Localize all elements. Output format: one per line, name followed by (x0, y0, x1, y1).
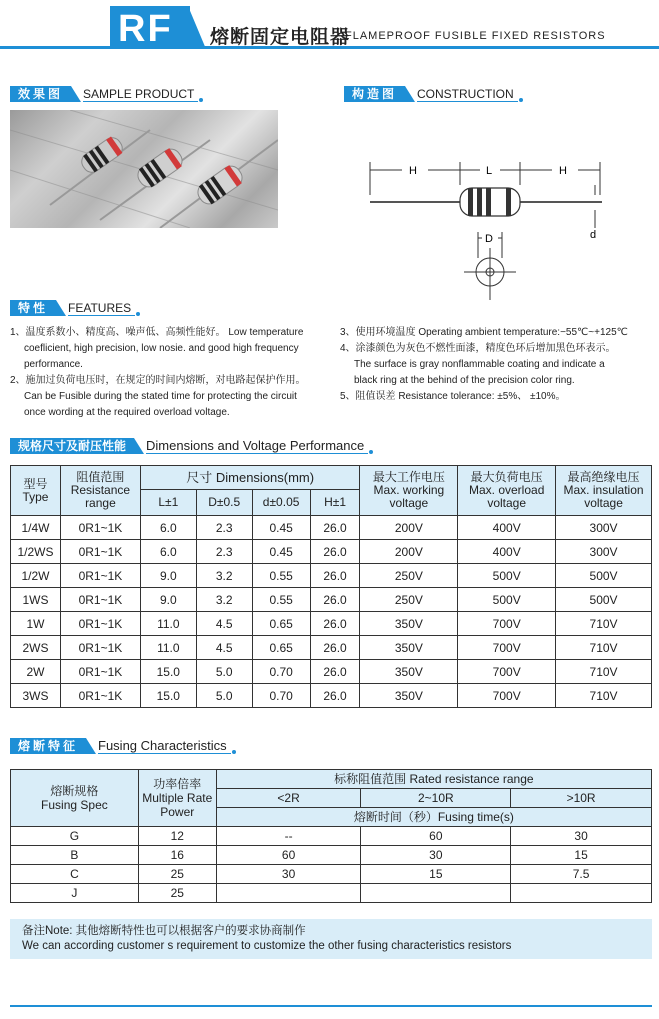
feature-line: 2、施加过负荷电压时，在规定的时间内熔断，对电路起保护作用。 (10, 375, 306, 386)
section-construction (344, 86, 523, 102)
dim-label-h-right: H (559, 165, 567, 177)
feature-line: 3、使用环境温度 Operating ambient temperature:−55℃~+125℃ (340, 327, 628, 338)
table-cell: 16 (138, 846, 216, 865)
note-en: We can according customer s requirement to customize the other fusing characteristics resistors (22, 940, 512, 952)
features-left (10, 325, 335, 421)
table-cell: 5.0 (196, 684, 252, 708)
dim-label-h-left: H (409, 165, 417, 177)
table-cell: 0.45 (252, 540, 310, 564)
table-cell: 26.0 (310, 684, 360, 708)
table-cell: 60 (361, 827, 511, 846)
col-d-body: D±0.5 (196, 490, 252, 516)
table-cell: 500V (458, 588, 556, 612)
table-cell: 0.65 (252, 612, 310, 636)
table-cell: 250V (360, 588, 458, 612)
table-cell: 0.65 (252, 636, 310, 660)
table-cell: 15.0 (140, 660, 196, 684)
table-cell: 710V (556, 636, 652, 660)
col-type: 型号 Type (11, 466, 61, 516)
table-cell: 15 (511, 846, 652, 865)
table-cell: 500V (458, 564, 556, 588)
table-cell: 500V (556, 588, 652, 612)
dimensions-table (10, 465, 652, 708)
feature-line: performance. (24, 359, 83, 370)
table-cell: 26.0 (310, 564, 360, 588)
table-cell (361, 884, 511, 903)
table-cell: 200V (360, 540, 458, 564)
table-cell: 0.70 (252, 660, 310, 684)
table-cell: B (11, 846, 139, 865)
table-cell: 11.0 (140, 612, 196, 636)
section-tag: 构造图 (344, 86, 405, 102)
table-cell: 710V (556, 612, 652, 636)
col-d-lead: d±0.05 (252, 490, 310, 516)
page-header (0, 0, 659, 56)
col-insulation-voltage: 最高绝缘电压 Max. insulation voltage (556, 466, 652, 516)
table-cell: 350V (360, 636, 458, 660)
table-cell (511, 884, 652, 903)
table-cell: 7.5 (511, 865, 652, 884)
table-cell (216, 884, 361, 903)
table-cell: 3.2 (196, 564, 252, 588)
table-cell: 5.0 (196, 660, 252, 684)
table-row (11, 588, 652, 612)
table-row (11, 827, 652, 846)
dim-label-d-lower: d (590, 229, 597, 241)
table-cell: 26.0 (310, 612, 360, 636)
construction-diagram (340, 150, 640, 310)
table-cell: 500V (556, 564, 652, 588)
table-cell: 350V (360, 684, 458, 708)
table-cell: 0.45 (252, 516, 310, 540)
table-cell: 9.0 (140, 588, 196, 612)
section-tag: 特性 (10, 300, 56, 316)
table-cell: 26.0 (310, 636, 360, 660)
table-cell: 0.55 (252, 564, 310, 588)
table-row (11, 660, 652, 684)
table-cell: 26.0 (310, 540, 360, 564)
table-cell: 0R1~1K (60, 636, 140, 660)
table-cell: 0R1~1K (60, 612, 140, 636)
table-cell: 30 (216, 865, 361, 884)
table-row (11, 612, 652, 636)
table-cell: 710V (556, 660, 652, 684)
col-range: 阻值范围 Resistance range (60, 466, 140, 516)
table-cell: 700V (458, 612, 556, 636)
col-h: H±1 (310, 490, 360, 516)
table-cell: 2.3 (196, 516, 252, 540)
table-cell: 2WS (11, 636, 61, 660)
page-title-cn: 熔断固定电阻器 (210, 27, 351, 48)
product-code: RF (118, 8, 173, 50)
table-cell: 1/2W (11, 564, 61, 588)
col-fusing-spec: 熔断规格 Fusing Spec (11, 770, 139, 827)
table-row (11, 884, 652, 903)
table-cell: 25 (138, 865, 216, 884)
col-rate-power: 功率倍率 Multiple Rate Power (138, 770, 216, 827)
table-cell: 1W (11, 612, 61, 636)
table-cell: 200V (360, 516, 458, 540)
table-cell: 700V (458, 636, 556, 660)
section-fusing (10, 738, 236, 754)
col-range-mid: 2~10R (361, 789, 511, 808)
table-cell: 30 (361, 846, 511, 865)
table-cell: 2W (11, 660, 61, 684)
table-cell: 400V (458, 540, 556, 564)
table-cell: 350V (360, 612, 458, 636)
table-row (11, 846, 652, 865)
section-title: Dimensions and Voltage Performance (146, 439, 368, 454)
col-dimensions: 尺寸 Dimensions(mm) (140, 466, 360, 490)
table-cell: 0R1~1K (60, 540, 140, 564)
table-cell: J (11, 884, 139, 903)
feature-line: 4、涂漆颜色为灰色不燃性面漆，精度色环后增加黑色环表示。 (340, 343, 616, 354)
resistor-3 (194, 162, 246, 208)
table-cell: 9.0 (140, 564, 196, 588)
table-cell: 1/2WS (11, 540, 61, 564)
resistor-1 (78, 134, 126, 176)
table-cell: 0R1~1K (60, 516, 140, 540)
table-cell: 710V (556, 684, 652, 708)
section-dimensions (10, 438, 373, 454)
col-range-high: >10R (511, 789, 652, 808)
resistor-2 (134, 145, 186, 191)
table-cell: 2.3 (196, 540, 252, 564)
table-cell: 15.0 (140, 684, 196, 708)
table-cell: 250V (360, 564, 458, 588)
table-cell: 25 (138, 884, 216, 903)
note-box (10, 919, 652, 959)
footer-rule (10, 1005, 652, 1007)
section-title: Fusing Characteristics (98, 739, 231, 754)
table-cell: 1WS (11, 588, 61, 612)
table-cell: 0.70 (252, 684, 310, 708)
table-cell: 26.0 (310, 516, 360, 540)
table-cell: 3.2 (196, 588, 252, 612)
table-row (11, 865, 652, 884)
table-cell: -- (216, 827, 361, 846)
table-cell: 0R1~1K (60, 684, 140, 708)
table-cell: 15 (361, 865, 511, 884)
table-row (11, 636, 652, 660)
table-cell: 700V (458, 660, 556, 684)
section-tag: 熔断特征 (10, 738, 86, 754)
table-cell: 350V (360, 660, 458, 684)
feature-line: 1、温度系数小、精度高、噪声低、高频性能好。 Low temperature (10, 327, 304, 338)
feature-line: black ring at the behind of the precision color ring. (354, 375, 575, 386)
col-overload-voltage: 最大负荷电压 Max. overload voltage (458, 466, 556, 516)
section-features (10, 300, 140, 316)
table-cell: G (11, 827, 139, 846)
feature-line: once wording at the required overload voltage. (24, 407, 230, 418)
table-cell: 12 (138, 827, 216, 846)
sample-product-photo (10, 110, 278, 228)
page-title-en: FLAMEPROOF FUSIBLE FIXED RESISTORS (345, 30, 606, 42)
section-title: CONSTRUCTION (417, 87, 518, 102)
col-l: L±1 (140, 490, 196, 516)
table-cell: 1/4W (11, 516, 61, 540)
table-cell: 60 (216, 846, 361, 865)
table-cell: 30 (511, 827, 652, 846)
table-cell: 4.5 (196, 612, 252, 636)
table-cell: 6.0 (140, 516, 196, 540)
feature-line: The surface is gray nonflammable coating and indicate a (354, 359, 605, 370)
col-work-voltage: 最大工作电压 Max. working voltage (360, 466, 458, 516)
section-title: SAMPLE PRODUCT (83, 87, 198, 102)
table-cell: 0R1~1K (60, 588, 140, 612)
dim-label-d-upper: D (485, 233, 493, 245)
table-cell: 0.55 (252, 588, 310, 612)
table-cell: 300V (556, 540, 652, 564)
table-cell: 26.0 (310, 660, 360, 684)
section-tag: 规格尺寸及耐压性能 (10, 438, 134, 454)
table-cell: 6.0 (140, 540, 196, 564)
feature-line: coeflicient, high precision, low nosie. and good high frequency (24, 343, 299, 354)
section-sample (10, 86, 203, 102)
col-range-low: <2R (216, 789, 361, 808)
table-cell: 26.0 (310, 588, 360, 612)
table-cell: 400V (458, 516, 556, 540)
section-tag: 效果图 (10, 86, 71, 102)
feature-line: Can be Fusible during the stated time for protecting the circuit (24, 391, 297, 402)
note-cn: 备注Note: 其他熔断特性也可以根据客户的要求协商制作 (22, 925, 306, 937)
table-cell: 3WS (11, 684, 61, 708)
table-cell: 700V (458, 684, 556, 708)
table-cell: 0R1~1K (60, 660, 140, 684)
feature-line: 5、阻值误差 Resistance tolerance: ±5%、 ±10%。 (340, 391, 566, 402)
table-cell: 4.5 (196, 636, 252, 660)
col-fusing-time: 熔断时间（秒）Fusing time(s) (216, 808, 651, 827)
dim-label-l: L (486, 165, 493, 177)
table-row (11, 516, 652, 540)
table-row (11, 564, 652, 588)
table-cell: C (11, 865, 139, 884)
section-title: FEATURES (68, 301, 135, 316)
table-cell: 11.0 (140, 636, 196, 660)
table-cell: 300V (556, 516, 652, 540)
features-right (340, 325, 655, 405)
table-row (11, 540, 652, 564)
col-resistance-range: 标称阻值范围 Rated resistance range (216, 770, 651, 789)
table-cell: 0R1~1K (60, 564, 140, 588)
fusing-table (10, 769, 652, 903)
table-row (11, 684, 652, 708)
